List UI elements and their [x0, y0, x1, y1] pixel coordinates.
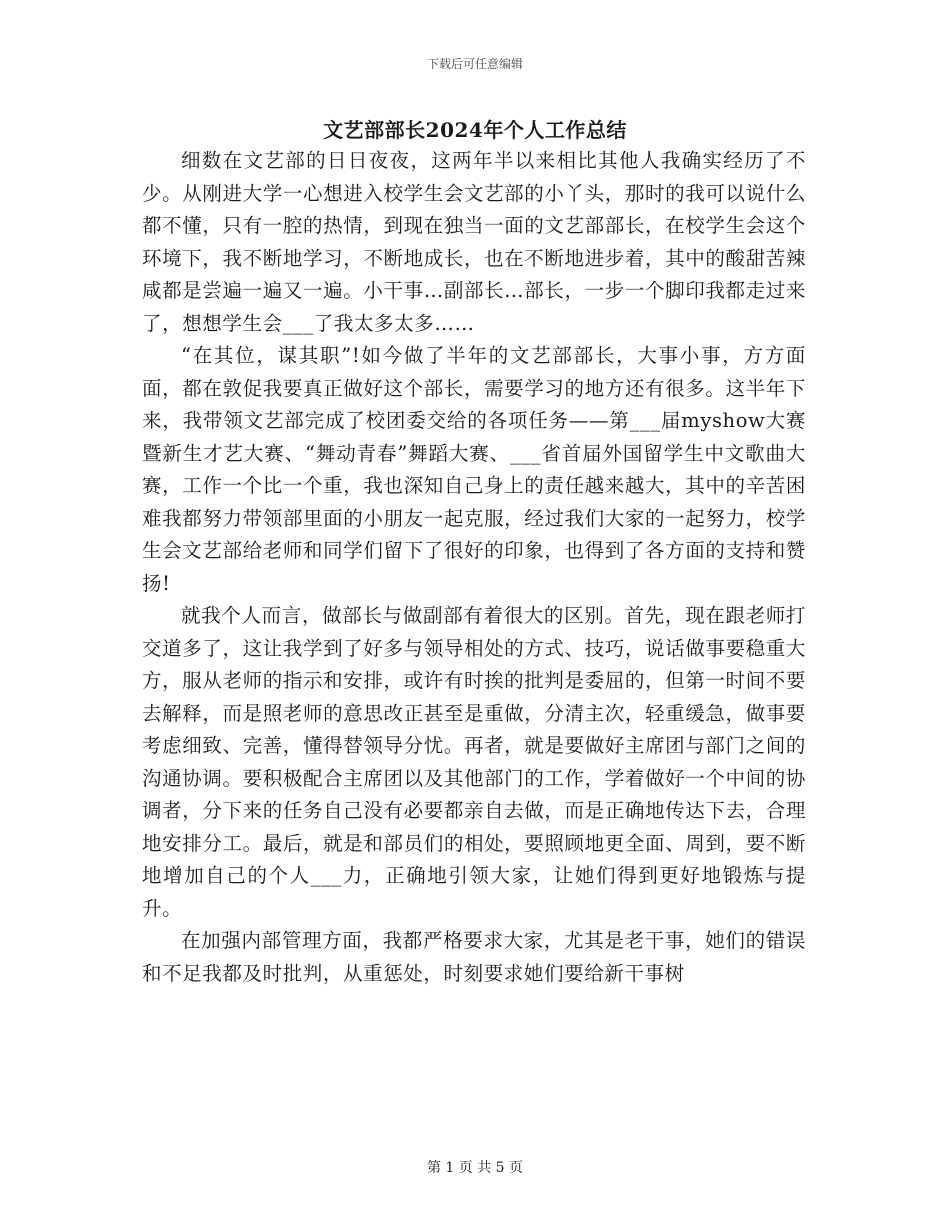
paragraph-1: 细数在文艺部的日日夜夜，这两年半以来相比其他人我确实经历了不少。从刚进大学一心想进入校学生会文艺部的小丫头，那时的我可以说什么都不懂，只有一腔的热情，到现在独当一面的文艺部部长，在校学生会这个环境下，我不断地学习，不断地成长，也在不断地进步着，其中的酸甜苦辣咸都是尝遍一遍又一遍。小干事…副部长…部长，一步一个脚印我都走过来了，想想学生会___了我太多太多……	[142, 149, 806, 335]
document-title: 文艺部部长2024年个人工作总结	[323, 118, 627, 142]
page-footer: 第 1 页 共 5 页	[426, 1160, 524, 1176]
paragraph-4: 在加强内部管理方面，我都严格要求大家，尤其是老干事，她们的错误和不足我都及时批判，从重惩处，时刻要求她们要给新干事树	[142, 929, 806, 985]
paragraph-2: “在其位，谋其职”!如今做了半年的文艺部部长，大事小事，方方面面，都在敦促我要真正做好这个部长，需要学习的地方还有很多。这半年下来，我带领文艺部完成了校团委交给的各项任务——第___届myshow大赛暨新生才艺大赛、“舞动青春”舞蹈大赛、___省首届外国留学生中文歌曲大赛，工作一个比一个重，我也深知自己身上的责任越来越大，其中的辛苦困难我都努力带领部里面的小朋友一起克服，经过我们大家的一起努力，校学生会文艺部给老师和同学们留下了很好的印象，也得到了各方面的支持和赞扬!	[142, 344, 806, 595]
paragraph-3: 就我个人而言，做部长与做副部有着很大的区别。首先，现在跟老师打交道多了，这让我学到了好多与领导相处的方式、技巧，说话做事要稳重大方，服从老师的指示和安排，或许有时挨的批判是委屈的，但第一时间不要去解释，而是照老师的意思改正甚至是重做，分清主次，轻重缓急，做事要考虑细致、完善，懂得替领导分忧。再者，就是要做好主席团与部门之间的沟通协调。要积极配合主席团以及其他部门的工作，学着做好一个中间的协调者，分下来的任务自己没有必要都亲自去做，而是正确地传达下去，合理地安排分工。最后，就是和部员们的相处，要照顾地更全面、周到，要不断地增加自己的个人___力，正确地引领大家，让她们得到更好地锻炼与提升。	[142, 604, 806, 920]
header-note: 下载后可任意编辑	[426, 57, 523, 71]
document-body	[142, 145, 806, 990]
